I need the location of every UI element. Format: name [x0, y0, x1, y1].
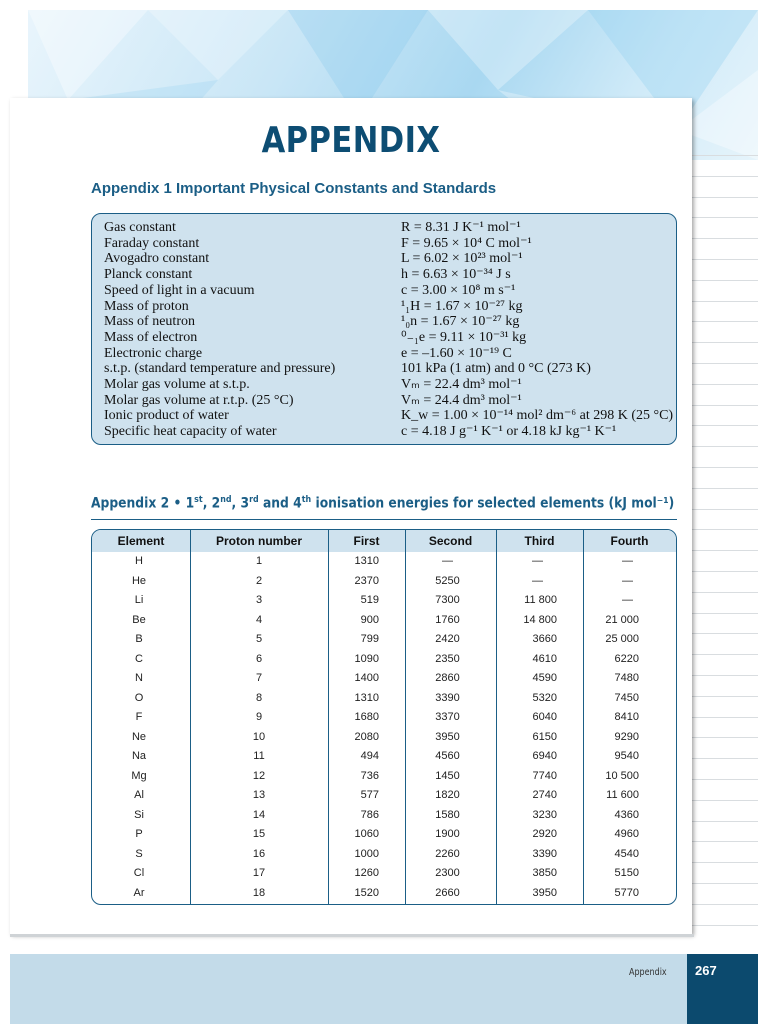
constant-name: Planck constant	[104, 267, 193, 283]
constant-value: e = –1.60 × 10⁻¹⁹ C	[401, 345, 512, 361]
page-title: APPENDIX	[261, 120, 441, 161]
ruled-line	[692, 821, 758, 822]
ruled-line	[692, 592, 758, 593]
table-cell: 1400	[354, 672, 379, 684]
table-cell: H	[135, 555, 143, 567]
constant-row	[104, 299, 674, 315]
table-cell: 5770	[614, 886, 639, 899]
table-cell: 1520	[354, 886, 379, 899]
constant-value: K_w = 1.00 × 10⁻¹⁴ mol² dm⁻⁶ at 298 K (25 °C)	[401, 408, 674, 424]
constant-value: Vₘ = 24.4 dm³ mol⁻¹	[401, 392, 522, 408]
table-cell: 14	[252, 808, 266, 821]
table-cell: 3390	[435, 691, 460, 704]
constant-value: ⁰₋₁e = 9.11 × 10⁻³¹ kg	[401, 329, 527, 345]
constant-row	[104, 267, 674, 283]
table-cell: 7740	[532, 769, 557, 782]
table-cell: 5320	[532, 691, 557, 704]
table-cell: 11	[253, 750, 265, 762]
table-cell: 6940	[532, 750, 557, 762]
ruled-line	[692, 259, 758, 260]
sep-2: , 3	[231, 495, 250, 512]
constants-box	[91, 213, 677, 445]
ruled-line	[692, 758, 758, 759]
table-cell: 17	[252, 867, 266, 879]
table-cell: C	[135, 652, 143, 665]
table-cell: Ne	[131, 730, 147, 743]
sup-nd: nd	[220, 495, 232, 505]
table-cell: 1000	[354, 847, 379, 860]
table-cell: Al	[134, 789, 144, 801]
appendix2-heading-prefix: Appendix 2 • 1	[91, 495, 195, 512]
table-cell: 3	[255, 594, 263, 606]
table-cell: Mg	[131, 769, 147, 782]
ruled-lines	[692, 155, 758, 945]
table-cell: 6	[255, 652, 263, 665]
table-cell: O	[134, 691, 144, 704]
table-cell: Li	[134, 594, 144, 606]
sup-st: st	[194, 495, 203, 505]
table-cell: 1	[255, 555, 263, 567]
constant-row	[104, 377, 674, 393]
constant-value: R = 8.31 J K⁻¹ mol⁻¹	[401, 220, 521, 235]
table-cell: 9540	[614, 750, 639, 762]
ionisation-table	[91, 529, 677, 905]
ruled-line	[692, 405, 758, 406]
table-cell: 4360	[614, 808, 639, 821]
constant-row	[104, 393, 674, 409]
table-cell: 2860	[435, 672, 460, 684]
constant-row	[104, 236, 674, 252]
table-cell: Ar	[133, 886, 145, 899]
table-cell: 900	[360, 613, 379, 626]
ruled-line	[692, 238, 758, 239]
ruled-line	[692, 321, 758, 322]
table-cell: Na	[131, 750, 147, 762]
constant-row	[104, 330, 674, 346]
constant-row	[104, 424, 674, 440]
table-cell: —	[442, 555, 453, 567]
ruled-line	[692, 883, 758, 884]
table-cell: 736	[360, 769, 379, 782]
table-cell: 4540	[614, 847, 639, 860]
ruled-line	[692, 633, 758, 634]
table-cell: 5250	[435, 574, 460, 587]
constant-value: ¹₀n = 1.67 × 10⁻²⁷ kg	[401, 314, 520, 330]
constant-value: Vₘ = 22.4 dm³ mol⁻¹	[401, 377, 522, 392]
column-header: Element	[117, 534, 165, 548]
ruled-line	[692, 800, 758, 801]
table-cell: 2920	[532, 828, 557, 840]
ruled-line	[692, 197, 758, 198]
table-cell: 1090	[354, 652, 379, 665]
constant-value: c = 3.00 × 10⁸ m s⁻¹	[401, 282, 516, 298]
table-cell: 1060	[354, 828, 379, 840]
table-cell: 2420	[435, 633, 460, 645]
constant-name: Mass of proton	[104, 298, 189, 314]
constant-row	[104, 361, 674, 377]
table-cell: 577	[360, 789, 379, 801]
constant-value: F = 9.65 × 10⁴ C mol⁻¹	[401, 235, 532, 251]
ruled-line	[692, 446, 758, 447]
ruled-line	[692, 654, 758, 655]
page-shadow	[10, 934, 694, 937]
table-cell: 3370	[435, 711, 460, 723]
ruled-line	[692, 904, 758, 905]
table-cell: 2080	[354, 730, 379, 743]
table-cell: 4610	[532, 652, 557, 665]
constant-name: Mass of electron	[104, 329, 198, 345]
table-cell: 15	[252, 828, 266, 840]
table-cell: 7450	[614, 691, 639, 704]
constant-name: s.t.p. (standard temperature and pressure)	[104, 361, 336, 377]
ruled-line	[692, 737, 758, 738]
table-cell: 799	[360, 633, 379, 645]
constant-row	[104, 346, 674, 362]
constant-name: Avogadro constant	[104, 251, 210, 267]
ruled-line	[692, 217, 758, 218]
table-cell: 4590	[532, 672, 557, 684]
ruled-line	[692, 862, 758, 863]
table-cell: 12	[252, 769, 266, 782]
table-cell: 1680	[354, 711, 379, 723]
table-cell: 11 600	[606, 789, 639, 801]
table-cell: He	[131, 574, 147, 587]
table-cell: Cl	[133, 867, 145, 879]
sup-th: th	[301, 495, 312, 505]
table-cell: 8410	[614, 711, 639, 723]
constant-name: Molar gas volume at r.t.p. (25 °C)	[104, 392, 294, 408]
ruled-line	[692, 841, 758, 842]
table-cell: 1580	[435, 808, 460, 821]
table-cell: 3660	[532, 633, 557, 645]
table-cell: 2260	[435, 847, 460, 860]
table-cell: 9	[255, 711, 263, 723]
table-cell: 4960	[614, 828, 639, 840]
column-header: Proton number	[216, 534, 302, 548]
constant-value: c = 4.18 J g⁻¹ K⁻¹ or 4.18 kJ kg⁻¹ K⁻¹	[401, 424, 617, 440]
table-cell: 10	[252, 730, 266, 743]
constant-row	[104, 251, 674, 267]
heading-rule	[91, 519, 677, 520]
sup-rd: rd	[249, 495, 259, 505]
footer-section-label: Appendix	[629, 967, 667, 978]
ruled-line	[692, 550, 758, 551]
table-cell: 4560	[435, 750, 460, 762]
table-cell: 786	[360, 808, 379, 821]
constant-value: ¹₁H = 1.67 × 10⁻²⁷ kg	[401, 298, 523, 314]
sep-1: , 2	[202, 495, 221, 512]
table-cell: 6150	[532, 730, 557, 743]
table-cell: 9290	[614, 730, 639, 743]
column-header: Third	[524, 534, 555, 548]
table-cell: 6220	[614, 652, 639, 665]
ruled-line	[692, 675, 758, 676]
column-header: Second	[428, 534, 473, 548]
table-cell: 1760	[435, 613, 460, 626]
table-cell: F	[135, 711, 143, 723]
table-cell: 1450	[435, 769, 460, 782]
table-cell: 11 800	[524, 594, 557, 606]
constant-row	[104, 283, 674, 299]
table-cell: N	[135, 672, 143, 684]
appendix2-heading-suffix: ionisation energies for selected elements (kJ mol⁻¹)	[311, 495, 675, 512]
table-cell: 8	[255, 691, 263, 704]
ruled-line	[692, 467, 758, 468]
constant-value: L = 6.02 × 10²³ mol⁻¹	[401, 251, 523, 267]
table-cell: —	[622, 555, 633, 567]
constant-name: Gas constant	[104, 220, 176, 235]
constant-row	[104, 314, 674, 330]
table-cell: 2370	[354, 574, 379, 587]
constant-name: Mass of neutron	[104, 314, 195, 330]
constant-name: Faraday constant	[104, 235, 200, 251]
constant-value: h = 6.63 × 10⁻³⁴ J s	[401, 267, 511, 283]
ruled-line	[692, 488, 758, 489]
table-cell: —	[532, 574, 543, 587]
table-cell: 25 000	[605, 633, 639, 645]
footer-bar	[10, 954, 758, 1024]
table-cell: 1820	[435, 789, 460, 801]
constant-name: Speed of light in a vacuum	[104, 282, 255, 298]
table-cell: 7	[255, 672, 263, 684]
table-cell: Be	[132, 613, 146, 626]
constant-name: Molar gas volume at s.t.p.	[104, 377, 250, 392]
table-cell: 21 000	[605, 613, 639, 626]
ruled-line	[692, 613, 758, 614]
ruled-line	[692, 384, 758, 385]
constant-name: Electronic charge	[104, 345, 203, 361]
table-cell: 3230	[532, 808, 557, 821]
table-cell: 4	[255, 613, 263, 626]
column-header: Fourth	[610, 534, 649, 548]
appendix2-heading	[91, 495, 674, 512]
ruled-line	[692, 529, 758, 530]
table-cell: Si	[134, 808, 144, 821]
table-cell: 5150	[614, 867, 639, 879]
table-cell: 2660	[435, 886, 460, 899]
table-cell: 5	[255, 633, 263, 645]
column-header: First	[353, 534, 380, 548]
ruled-line	[692, 363, 758, 364]
table-cell: —	[532, 555, 543, 567]
table-cell: 16	[252, 847, 266, 860]
table-cell: —	[622, 594, 633, 606]
table-cell: 1900	[435, 828, 460, 840]
table-cell: 3950	[435, 730, 460, 743]
table-cell: 1310	[354, 691, 379, 704]
table-cell: 1260	[354, 867, 379, 879]
table-cell: 3850	[532, 867, 557, 879]
table-cell: 494	[360, 750, 379, 762]
constant-row	[104, 408, 674, 424]
ruled-line	[692, 779, 758, 780]
table-cell: 1310	[354, 555, 379, 567]
constant-name: Ionic product of water	[104, 408, 229, 424]
appendix-page	[10, 98, 692, 934]
ruled-line	[692, 176, 758, 177]
ruled-line	[692, 425, 758, 426]
table-cell: 7300	[435, 594, 460, 606]
table-cell: 7480	[614, 672, 639, 684]
table-cell: 6040	[532, 711, 557, 723]
ruled-line	[692, 925, 758, 926]
table-cell: 2740	[532, 789, 557, 801]
table-cell: S	[135, 847, 143, 860]
ruled-line	[692, 155, 758, 156]
ruled-line	[692, 717, 758, 718]
constant-name: Specific heat capacity of water	[104, 424, 277, 440]
page-number: 267	[695, 963, 717, 978]
appendix1-heading: Appendix 1 Important Physical Constants and Standards	[91, 180, 497, 197]
constant-value: 101 kPa (1 atm) and 0 °C (273 K)	[401, 361, 591, 377]
table-cell: 10 500	[605, 769, 639, 782]
table-cell: 2350	[435, 652, 460, 665]
table-cell: 18	[252, 886, 266, 899]
table-cell: 3950	[532, 886, 557, 899]
table-cell: 13	[252, 789, 266, 801]
table-cell: 519	[360, 594, 379, 606]
ruled-line	[692, 509, 758, 510]
table-cell: 2	[255, 574, 263, 587]
ruled-line	[692, 696, 758, 697]
ruled-line	[692, 571, 758, 572]
ruled-line	[692, 280, 758, 281]
sep-3: and 4	[258, 495, 302, 512]
table-cell: —	[622, 574, 633, 587]
table-cell: 3390	[532, 847, 557, 860]
ruled-line	[692, 342, 758, 343]
table-cell: P	[135, 828, 143, 840]
table-cell: 14 800	[523, 613, 557, 626]
table-cell: 2300	[435, 867, 460, 879]
ruled-line	[692, 301, 758, 302]
constant-row	[104, 220, 674, 236]
table-cell: B	[135, 633, 143, 645]
